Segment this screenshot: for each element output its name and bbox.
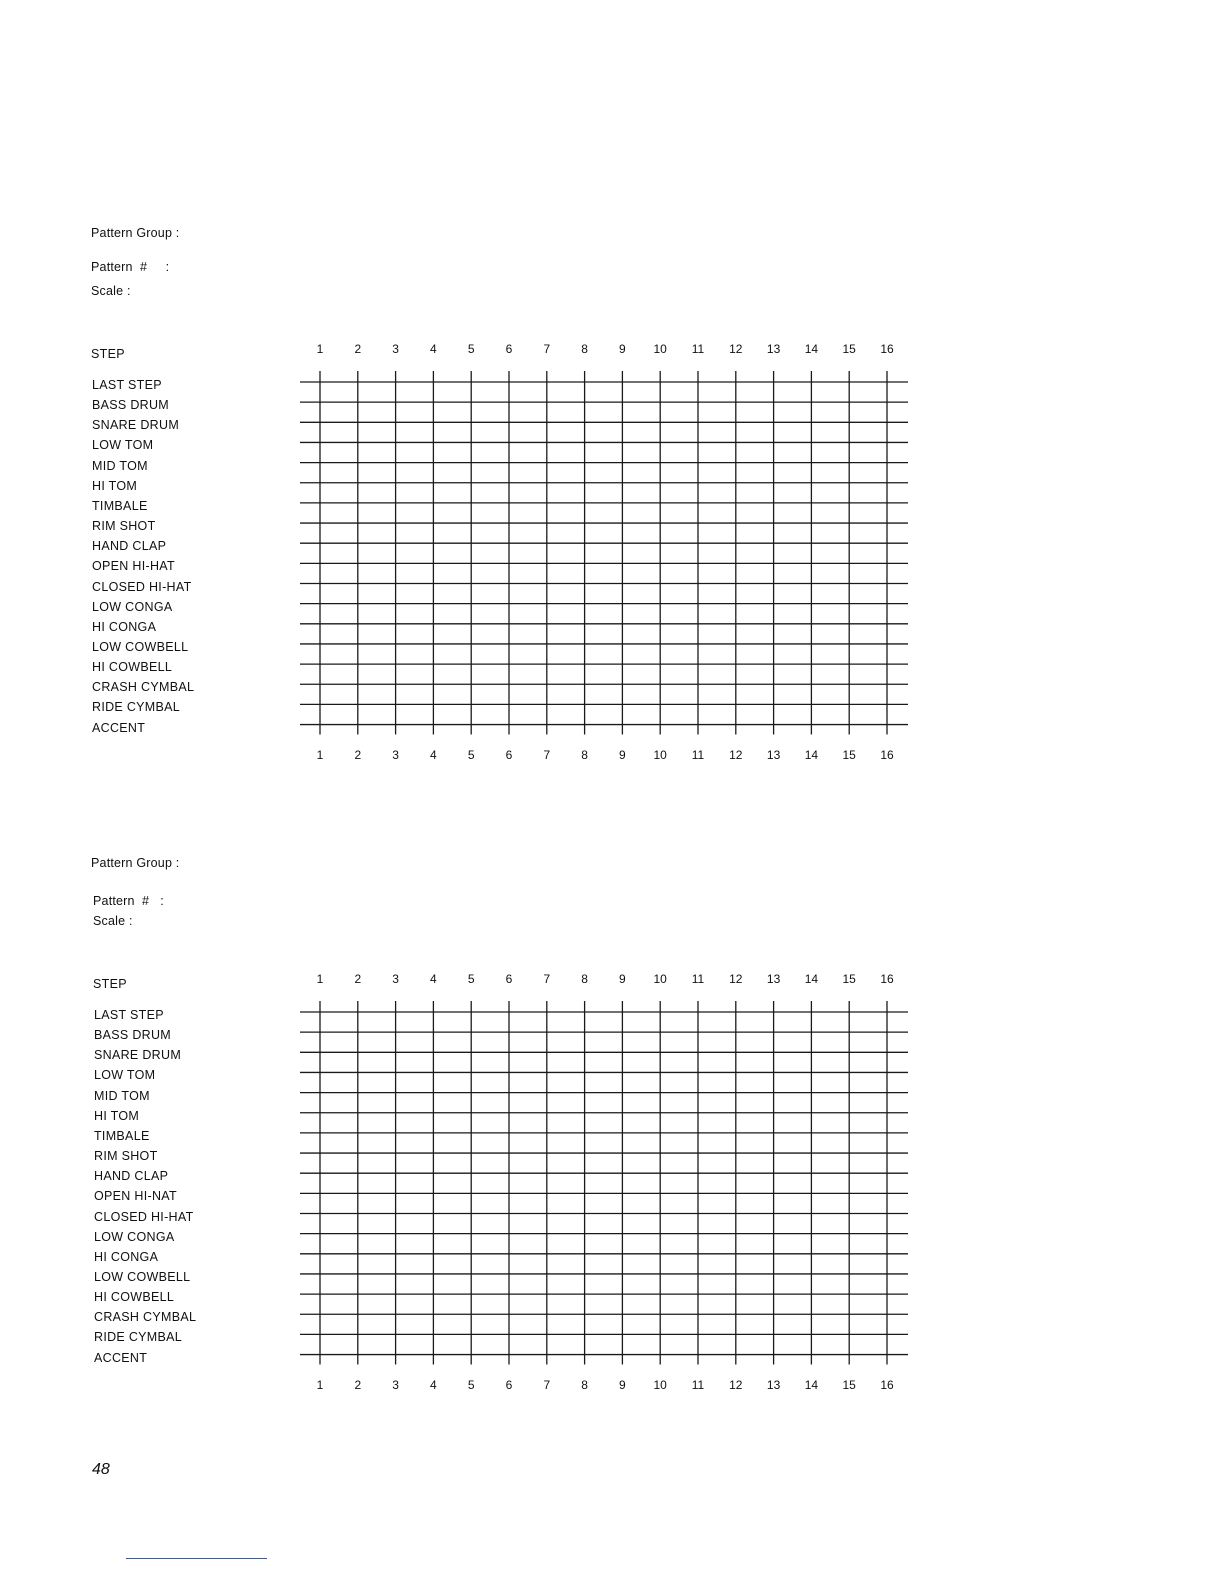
step-number: 4 xyxy=(430,748,437,762)
step-number: 11 xyxy=(691,972,705,986)
instrument-label: HI COWBELL xyxy=(92,660,173,675)
step-number: 9 xyxy=(619,342,626,356)
step-number: 4 xyxy=(430,972,437,986)
step-number: 16 xyxy=(880,342,894,356)
step-number: 11 xyxy=(691,748,705,762)
step-number: 4 xyxy=(430,1378,437,1392)
step-number: 11 xyxy=(691,1378,705,1392)
instrument-label: OPEN HI-HAT xyxy=(92,559,175,574)
instrument-label: LOW COWBELL xyxy=(92,639,189,654)
step-number: 13 xyxy=(766,1378,781,1392)
step-number: 3 xyxy=(392,1378,399,1392)
step-number: 15 xyxy=(842,972,856,986)
step-number: 8 xyxy=(581,342,588,356)
instrument-label: ACCENT xyxy=(94,1350,148,1365)
step-number: 1 xyxy=(316,972,324,986)
instrument-label: RIM SHOT xyxy=(94,1149,158,1164)
step-number: 12 xyxy=(729,972,743,986)
instrument-label: HAND CLAP xyxy=(94,1169,169,1184)
instrument-label: SNARE DRUM xyxy=(92,418,180,433)
step-number: 15 xyxy=(842,1378,856,1392)
pattern-number-label: Pattern # : xyxy=(93,894,164,908)
step-number: 10 xyxy=(653,1378,667,1392)
step-number: 16 xyxy=(880,972,894,986)
step-number: 3 xyxy=(392,342,399,356)
step-heading: STEP xyxy=(93,977,127,991)
instrument-label: HI TOM xyxy=(94,1108,140,1123)
step-number: 13 xyxy=(766,342,781,356)
pattern-number-label: Pattern # : xyxy=(91,260,170,274)
instrument-label: LOW CONGA xyxy=(92,599,173,614)
step-number: 6 xyxy=(505,972,513,986)
instrument-label: MID TOM xyxy=(94,1088,150,1103)
instrument-label: LOW COWBELL xyxy=(94,1269,191,1284)
instrument-label: TIMBALE xyxy=(94,1128,150,1143)
step-number: 4 xyxy=(430,342,437,356)
instrument-label: RIDE CYMBAL xyxy=(94,1330,183,1345)
step-number: 13 xyxy=(766,748,781,762)
step-number: 6 xyxy=(505,748,513,762)
step-number: 14 xyxy=(804,972,819,986)
step-number: 1 xyxy=(316,342,324,356)
pattern-group-label: Pattern Group : xyxy=(91,856,180,870)
step-number: 3 xyxy=(392,972,399,986)
step-number: 9 xyxy=(619,1378,626,1392)
step-number: 6 xyxy=(505,342,513,356)
scale-label: Scale : xyxy=(91,284,131,298)
step-number: 12 xyxy=(729,342,743,356)
step-number: 1 xyxy=(316,748,324,762)
step-number: 12 xyxy=(729,1378,743,1392)
instrument-label: RIM SHOT xyxy=(92,519,156,534)
step-number: 2 xyxy=(354,748,362,762)
instrument-label: OPEN HI-NAT xyxy=(94,1189,177,1204)
step-number: 2 xyxy=(354,342,362,356)
step-number: 11 xyxy=(691,342,705,356)
step-number: 15 xyxy=(842,342,856,356)
step-number: 9 xyxy=(619,972,626,986)
step-number: 7 xyxy=(543,1378,551,1392)
step-number: 16 xyxy=(880,1378,894,1392)
step-number: 8 xyxy=(581,748,588,762)
step-number: 13 xyxy=(766,972,781,986)
instrument-label: HI COWBELL xyxy=(94,1290,175,1305)
step-number: 16 xyxy=(880,748,894,762)
instrument-label: BASS DRUM xyxy=(94,1028,172,1043)
step-number: 8 xyxy=(581,1378,588,1392)
instrument-label: TIMBALE xyxy=(92,498,148,513)
instrument-label: SNARE DRUM xyxy=(94,1048,182,1063)
instrument-label: LAST STEP xyxy=(94,1008,164,1022)
instrument-label: CLOSED HI-HAT xyxy=(94,1209,194,1224)
instrument-label: LOW TOM xyxy=(94,1068,156,1083)
step-number: 8 xyxy=(581,972,588,986)
scale-label: Scale : xyxy=(93,914,133,928)
instrument-label: RIDE CYMBAL xyxy=(92,700,181,715)
step-number: 10 xyxy=(653,342,667,356)
instrument-label: CRASH CYMBAL xyxy=(92,680,195,695)
instrument-label: LOW CONGA xyxy=(94,1229,175,1244)
step-number: 7 xyxy=(543,748,551,762)
step-number: 3 xyxy=(392,748,399,762)
step-number: 6 xyxy=(505,1378,513,1392)
step-number: 10 xyxy=(653,972,667,986)
step-number: 1 xyxy=(316,1378,324,1392)
instrument-label: CLOSED HI-HAT xyxy=(92,579,192,594)
step-number: 2 xyxy=(354,1378,362,1392)
step-number: 5 xyxy=(467,342,475,356)
footer-rule xyxy=(126,1558,267,1559)
instrument-label: MID TOM xyxy=(92,458,148,473)
step-number: 2 xyxy=(354,972,362,986)
step-number: 9 xyxy=(619,748,626,762)
step-number: 14 xyxy=(804,1378,819,1392)
step-number: 5 xyxy=(467,1378,475,1392)
instrument-label: ACCENT xyxy=(92,720,146,735)
instrument-label: HI TOM xyxy=(92,478,138,493)
instrument-label: HI CONGA xyxy=(92,619,157,634)
step-number: 14 xyxy=(804,748,819,762)
step-number: 14 xyxy=(804,342,819,356)
step-number: 7 xyxy=(543,342,551,356)
instrument-label: HAND CLAP xyxy=(92,539,167,554)
step-number: 5 xyxy=(467,972,475,986)
instrument-label: BASS DRUM xyxy=(92,398,170,413)
step-number: 7 xyxy=(543,972,551,986)
instrument-label: LAST STEP xyxy=(92,378,162,392)
step-number: 15 xyxy=(842,748,856,762)
step-number: 12 xyxy=(729,748,743,762)
step-number: 10 xyxy=(653,748,667,762)
instrument-label: HI CONGA xyxy=(94,1249,159,1264)
page-number: 48 xyxy=(92,1461,110,1478)
step-heading: STEP xyxy=(91,347,125,361)
step-number: 5 xyxy=(467,748,475,762)
instrument-label: LOW TOM xyxy=(92,438,154,453)
instrument-label: CRASH CYMBAL xyxy=(94,1310,197,1325)
pattern-group-label: Pattern Group : xyxy=(91,226,180,240)
